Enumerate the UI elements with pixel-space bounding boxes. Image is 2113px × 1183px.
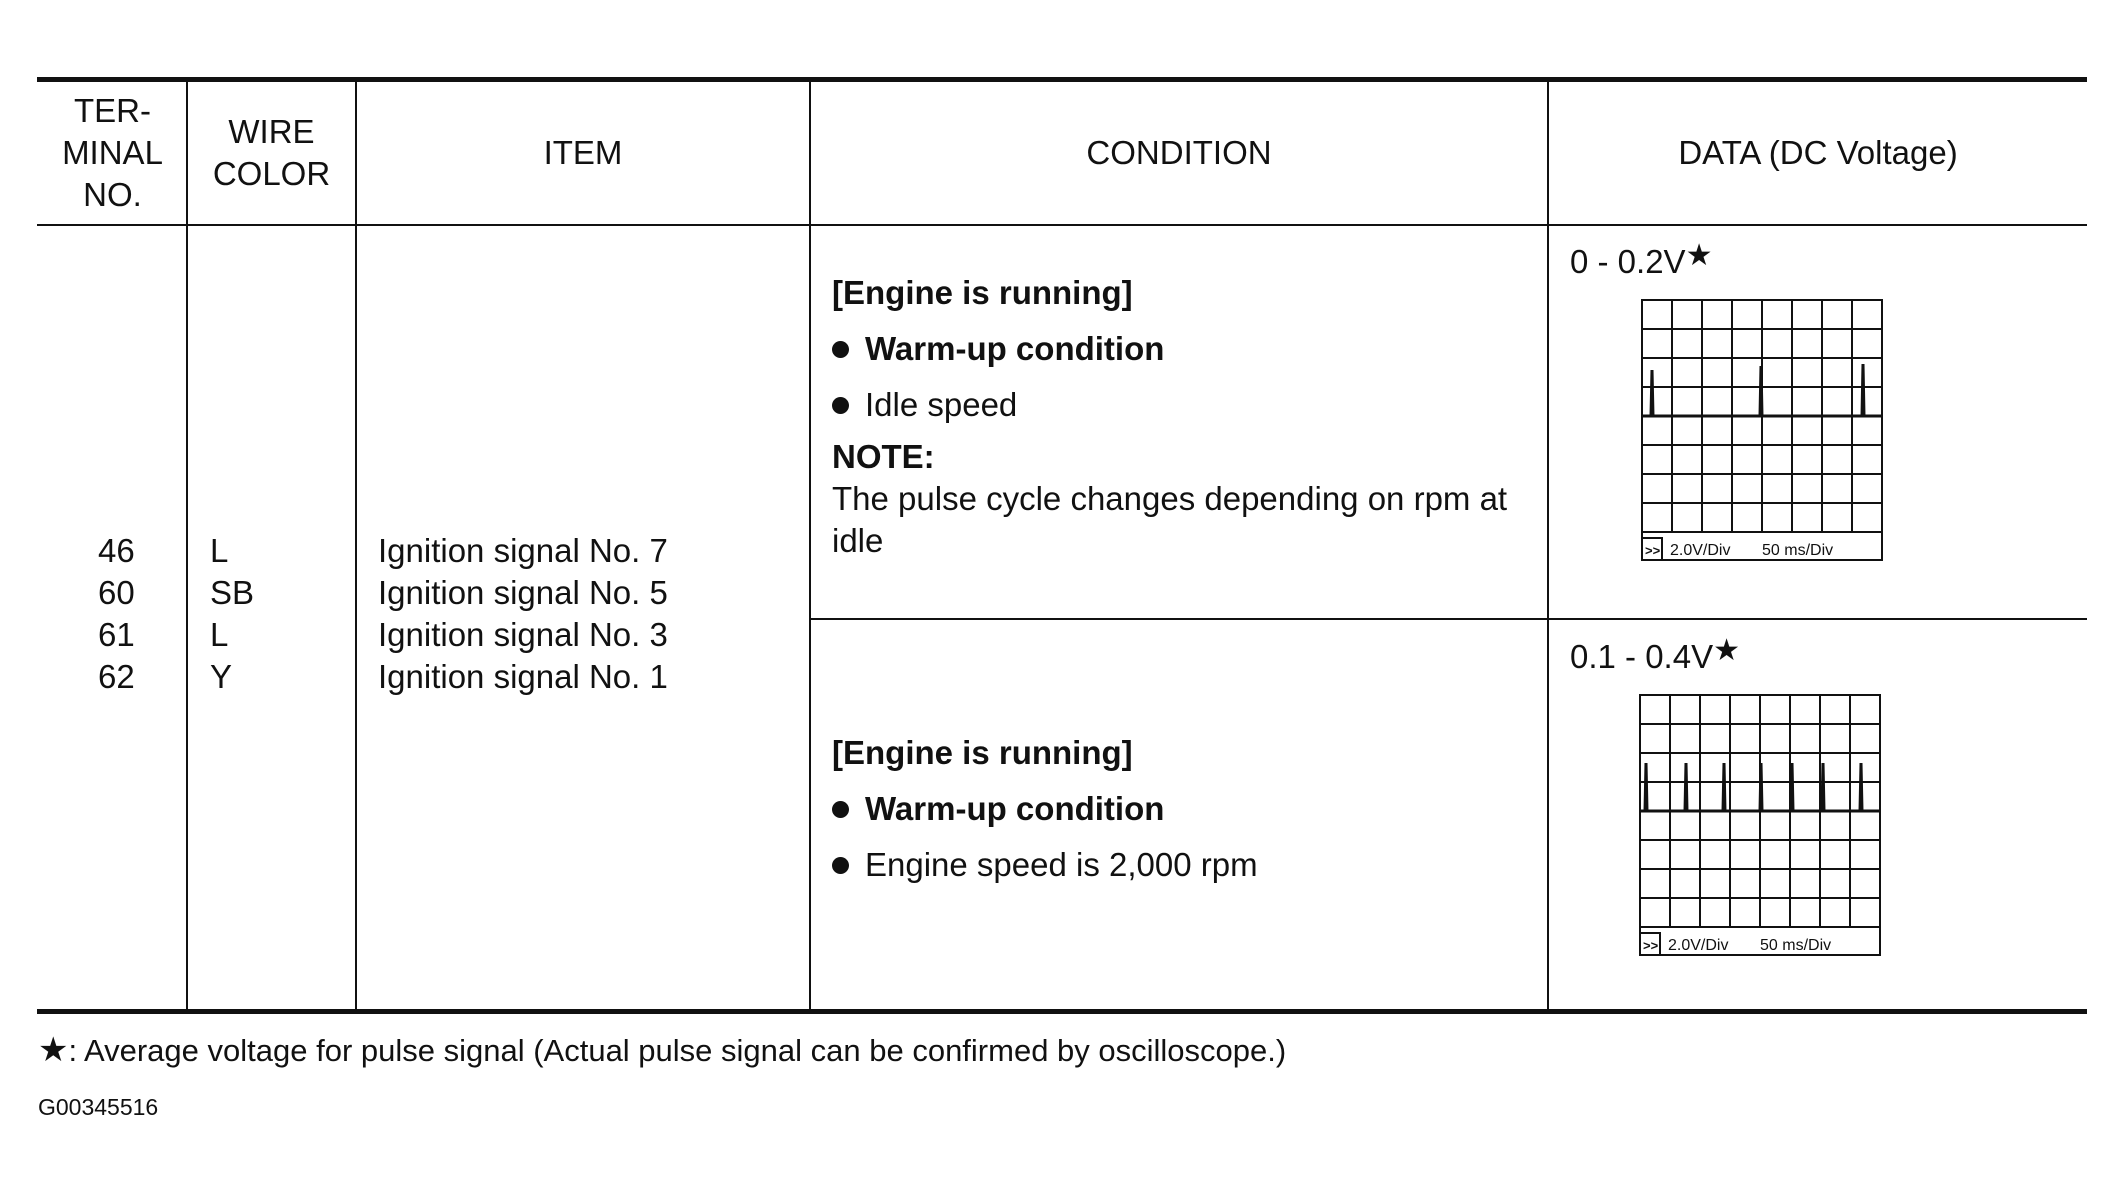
footnote-text: : Average voltage for pulse signal (Actual pulse signal can be confirmed by oscilloscope.): [68, 1033, 1287, 1068]
scope-marker: >>: [1643, 938, 1659, 953]
star-icon: ★: [1713, 634, 1740, 667]
header-wire-color: WIRE COLOR: [212, 113, 331, 192]
header-condition: CONDITION: [1086, 134, 1272, 171]
figure-code: G00345516: [38, 1094, 159, 1120]
bullet-icon: [832, 857, 849, 874]
header-data: DATA (DC Voltage): [1678, 134, 1958, 171]
bullet-icon: [832, 801, 849, 818]
condition-title: [Engine is running]: [832, 274, 1133, 311]
row-divider: [809, 618, 2087, 620]
oscilloscope-waveform-idle: [1640, 298, 1885, 563]
note-text: The pulse cycle changes depending on rpm at idle: [832, 480, 1508, 559]
condition-2000rpm: [832, 732, 1532, 900]
footnote: [38, 1030, 1286, 1070]
header-item: ITEM: [543, 134, 623, 171]
condition-bullet: Idle speed: [832, 384, 1532, 426]
scope-time-div: 50 ms/Div: [1762, 542, 1834, 559]
voltage-value: 0.1 - 0.4V★: [1570, 634, 1740, 675]
scope-marker: >>: [1645, 543, 1661, 558]
item-names: Ignition signal No. 7 Ignition signal No. 5 Ignition signal No. 3 Ignition signal No. 1: [378, 532, 668, 695]
star-icon: ★: [1685, 239, 1713, 272]
bullet-icon: [832, 341, 849, 358]
star-icon: ★: [38, 1031, 69, 1069]
table-bottom-rule: [37, 1009, 2087, 1014]
scope-volts-div: 2.0V/Div: [1670, 542, 1731, 559]
oscilloscope-waveform-2000rpm: [1638, 693, 1883, 958]
condition-bullet: Engine speed is 2,000 rpm: [832, 844, 1532, 886]
note-label: NOTE:: [832, 438, 935, 475]
scope-time-div: 50 ms/Div: [1760, 937, 1832, 954]
voltage-value: 0 - 0.2V★: [1570, 239, 1713, 280]
header-terminal-no: TER- MINAL NO.: [62, 92, 163, 213]
terminal-numbers: 46 60 61 62: [98, 532, 135, 695]
condition-bullet: Warm-up condition: [832, 328, 1532, 370]
header-bottom-rule: [37, 224, 2087, 226]
scope-volts-div: 2.0V/Div: [1668, 937, 1729, 954]
bullet-icon: [832, 397, 849, 414]
condition-idle: [832, 272, 1532, 562]
condition-title: [Engine is running]: [832, 734, 1133, 771]
condition-bullet: Warm-up condition: [832, 788, 1532, 830]
wire-colors: L SB L Y: [210, 532, 255, 695]
